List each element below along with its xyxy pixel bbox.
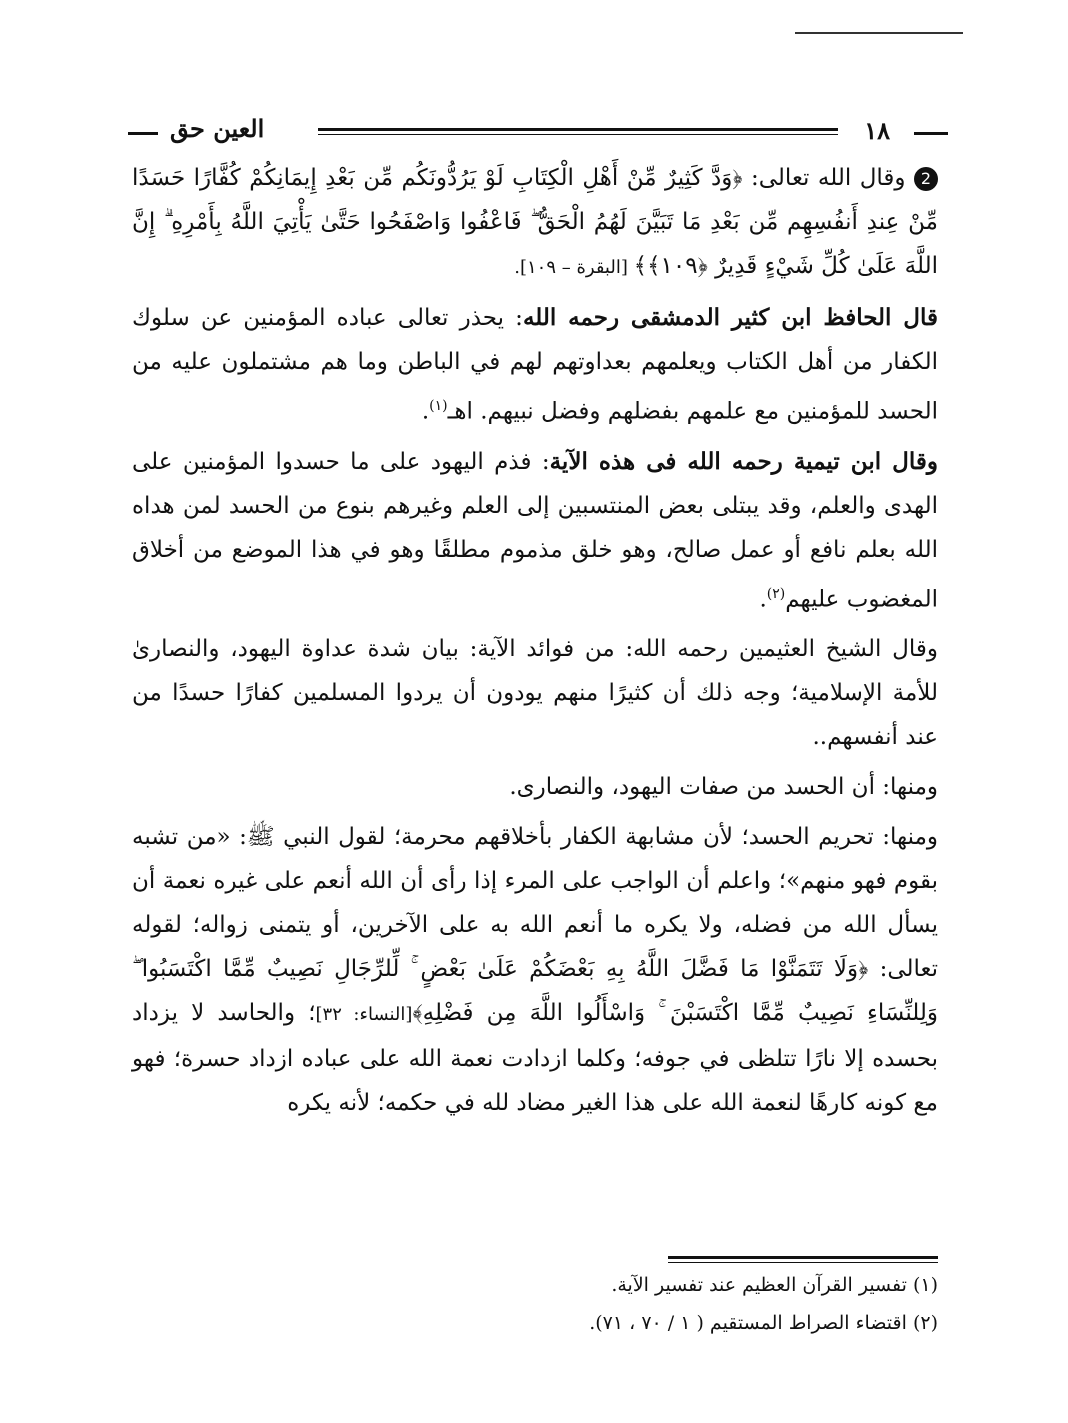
speaker-ibn-kathir: قال الحافظ ابن كثير الدمشقى رحمه الله [522, 304, 938, 331]
header-rule-thin [318, 134, 838, 135]
page-body [132, 156, 938, 1131]
paragraph-4 [132, 627, 938, 759]
quote-text-continued: ؛ والحاسد لا يزداد بحسده إلا نارًا تتلظى في جوفه؛ وكلما ازدادت نعمة الله على عباده ازداد حسرة؛ فهو مع كونه كارهًا لنعمة الله على هذا الغير مضاد لله في حكمه؛ لأنه يكره [132, 1000, 938, 1117]
quran-verse: ﴿وَلَا تَتَمَنَّوْا مَا فَضَّلَ اللَّهُ بِهِ بَعْضَكُمْ عَلَىٰ بَعْضٍ ۚ لِّلرِّجَالِ نَصِيبٌ مِّمَّا اكْتَسَبُوا ۖ وَلِلنِّسَاءِ نَصِيبٌ مِّمَّا اكْتَسَبْنَ ۚ وَاسْأَلُوا اللَّهَ مِن فَضْلِهِ﴾ [132, 956, 939, 1027]
quran-verse: ﴿وَدَّ كَثِيرٌ مِّنْ أَهْلِ الْكِتَابِ لَوْ يَرُدُّونَكُم مِّن بَعْدِ إِيمَانِكُمْ كُفَّارًا حَسَدًا مِّنْ عِندِ أَنفُسِهِم مِّن بَعْدِ مَا تَبَيَّنَ لَهُمُ الْحَقُّ ۖ فَاعْفُوا وَاصْفَحُوا حَتَّىٰ يَأْتِيَ اللَّهُ بِأَمْرِهِ ۗ إِنَّ اللَّهَ عَلَىٰ كُلِّ شَيْءٍ قَدِيرٌ ﴿١٠٩﴾﴾ [132, 165, 938, 279]
verse-reference: [البقرة – ١٠٩]. [514, 257, 634, 278]
paragraph-end: . [759, 586, 767, 613]
header-rule [318, 128, 838, 131]
verse-reference: [النساء: ٣٢] [315, 1004, 413, 1026]
paragraph-6 [132, 815, 938, 1125]
intro-text: وقال الله تعالى: [742, 165, 906, 191]
footnote-marker-2: (٢) [766, 585, 786, 602]
top-rule [795, 32, 963, 34]
page-number: ١٨ [864, 116, 890, 145]
quote-text: : يحذر تعالى عباده المؤمنين عن سلوك الكفار من أهل الكتاب ويعلمهم بعداوتهم لهم في الباطن وما هم مشتملون عليه من الحسد للمؤمنين مع علمهم بفضلهم وفضل نبيهم. اهـ [132, 305, 938, 425]
header-dash-left [128, 132, 158, 135]
footnote-2: (٢) اقتضاء الصراط المستقيم ( ١ / ٧٠ ، ٧١). [589, 1312, 938, 1334]
quote-text: ومنها: أن الحسد من صفات اليهود، والنصارى. [509, 774, 938, 801]
header-dash-right [914, 132, 948, 135]
paragraph-1 [132, 156, 938, 290]
paragraph-2 [132, 296, 938, 434]
page-header [128, 112, 948, 148]
quote-text: وقال الشيخ العثيمين رحمه الله: من فوائد الآية: بيان شدة عداوة اليهود، والنصارىٰ للأمة الإسلامية؛ وجه ذلك أن كثيرًا منهم يودون أن يردوا المسلمين كفارًا حسدًا من عند أنفسهم.. [132, 636, 938, 751]
paragraph-3 [132, 440, 938, 622]
item-number-badge: 2 [914, 167, 938, 191]
footnotes [132, 1266, 938, 1342]
footnote-marker-1: (١) [429, 398, 448, 414]
paragraph-end: . [421, 398, 430, 425]
quote-text: : فذم اليهود على ما حسدوا المؤمنين على الهدى والعلم، وقد يبتلى بعض المنتسبين إلى العلم وغيرهم بنوع من الحسد لمن هداه الله بعلم نافع أو عمل صالح، وهو خلق مذموم مطلقًا وهو في هذا الموضع من أخلاق المغضوب عليهم [132, 448, 938, 613]
paragraph-5 [132, 765, 938, 809]
speaker-ibn-taymiyyah: وقال ابن تيمية رحمه الله فى هذه الآية [549, 447, 938, 475]
footnote-separator [668, 1256, 938, 1259]
footnote-1: (١) تفسير القرآن العظيم عند تفسير الآية. [611, 1274, 938, 1296]
footnote-separator-thin [668, 1262, 938, 1263]
chapter-title: العين حق [170, 114, 265, 143]
quote-text: ومنها: تحريم الحسد؛ لأن مشابهة الكفار بأخلاقهم محرمة؛ لقول النبي ﷺ: «من تشبه بقوم فهو منهم»؛ واعلم أن الواجب على المرء إذا رأى أن الله أنعم على غيره نعمة أن يسأل الله من فضله، ولا يكره ما أنعم الله به على الآخرين، أو يتمنى زواله؛ لقوله تعالى: [132, 824, 938, 983]
